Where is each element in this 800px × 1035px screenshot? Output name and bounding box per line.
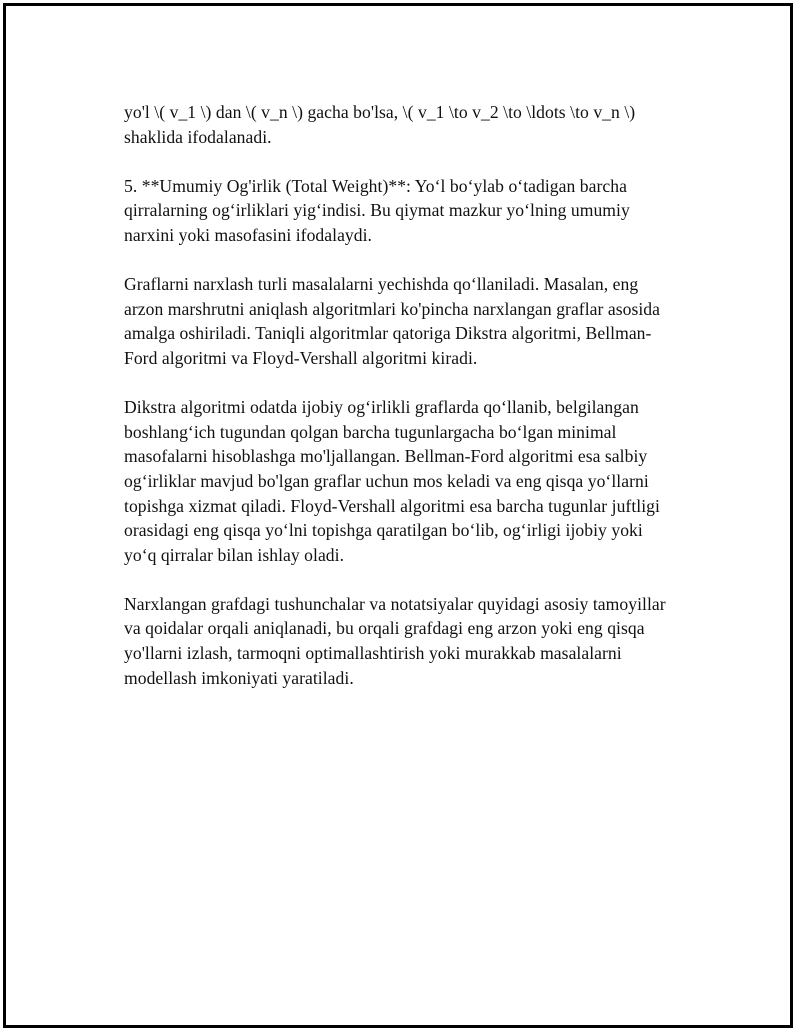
- text-line: narxini yoki masofasini ifodalaydi.: [124, 224, 373, 245]
- text-line: yo'llarni izlash, tarmoqni optimallashtirish yoki murakkab masalalarni: [124, 643, 622, 664]
- paragraph-algorithms: [124, 395, 704, 567]
- text-line: Ford algoritmi va Floyd-Vershall algoritmi kiradi.: [124, 347, 478, 368]
- paragraph-conclusion: [124, 592, 704, 690]
- text-line: yo'l \( v_1 \) dan \( v_n \) gacha bo'lsa, \( v_1 \to v_2 \to \ldots \to v_n \): [124, 102, 636, 122]
- paragraph-total-weight: [124, 174, 704, 248]
- text-line: yo‘q qirralar bilan ishlay oladi.: [124, 544, 345, 565]
- text-line: shaklida ifodalanadi.: [124, 126, 272, 147]
- text-line: qirralarning og‘irliklari yig‘indisi. Bu qiymat mazkur yo‘lning umumiy: [124, 200, 630, 221]
- text-line: Graflarni narxlash turli masalalarni yechishda qo‘llaniladi. Masalan, eng: [124, 274, 639, 295]
- text-line: va qoidalar orqali aniqlanadi, bu orqali grafdagi eng arzon yoki eng qisqa: [124, 618, 645, 639]
- text-line: topishga xizmat qiladi. Floyd-Vershall algoritmi esa barcha tugunlar juftligi: [124, 495, 660, 516]
- text-line: orasidagi eng qisqa yo‘lni topishga qaratilgan bo‘lib, og‘irligi ijobiy yoki: [124, 520, 643, 541]
- text-line: og‘irliklar mavjud bo'lgan graflar uchun mos keladi va eng qisqa yo‘llarni: [124, 470, 649, 491]
- paragraph-path-notation: [124, 100, 704, 149]
- text-line: 5. **Umumiy Og'irlik (Total Weight)**: Yo‘l bo‘ylab o‘tadigan barcha: [124, 175, 627, 196]
- text-line: arzon marshrutni aniqlash algoritmlari ko'pincha narxlangan graflar asosida: [124, 298, 661, 319]
- text-line: modellash imkoniyati yaratiladi.: [124, 667, 354, 688]
- text-line: boshlang‘ich tugundan qolgan barcha tugunlargacha bo‘lgan minimal: [124, 421, 617, 442]
- text-line: Dikstra algoritmi odatda ijobiy og‘irlikli graflarda qo‘llanib, belgilangan: [124, 397, 639, 418]
- document-body: [124, 100, 704, 690]
- paragraph-graph-pricing: [124, 272, 704, 370]
- text-line: Narxlangan grafdagi tushunchalar va notatsiyalar quyidagi asosiy tamoyillar: [124, 593, 666, 614]
- text-line: masofalarni hisoblashga mo'ljallangan. Bellman-Ford algoritmi esa salbiy: [124, 446, 648, 467]
- text-line: amalga oshiriladi. Taniqli algoritmlar qatoriga Dikstra algoritmi, Bellman-: [124, 323, 652, 344]
- page-frame: [3, 3, 793, 1028]
